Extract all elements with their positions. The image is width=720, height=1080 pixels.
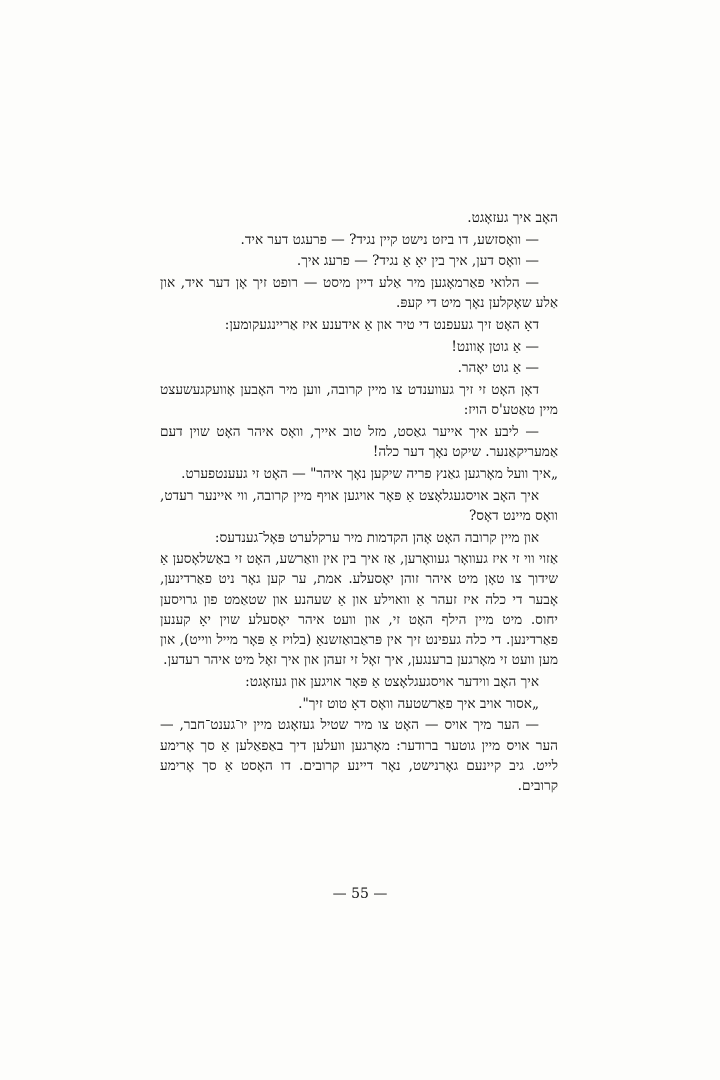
paragraph: איך האָב אויסגעגלאָצט אַ פּאָר אויגען אויף מיין קרובה, ווי איינער רעדט, וואָס מיינט דאָס? bbox=[160, 487, 558, 524]
body-text bbox=[160, 208, 558, 798]
paragraph: — וואָס דען, איך בין יאָ אַ נגיד? — פרעג איך. bbox=[296, 253, 539, 270]
paragraph: האָב איך געזאָגט. bbox=[467, 210, 558, 226]
paragraph: און מיין קרובה האָט אָהן הקדמות מיר ערקלערט פּאָל־גענדעס: bbox=[214, 529, 539, 546]
paragraph: — וואָסזשע, דו ביזט נישט קיין נגיד? — פרעגט דער איד. bbox=[240, 231, 539, 248]
paragraph: — ליבע איך אייער גאַסט, מזל טוב אייך, וואָס איהר האָט שוין דעם אַמעריקאַנער. שיקט נאָך דער כלה! bbox=[160, 424, 558, 461]
paragraph: — אַ גוט יאָהר. bbox=[457, 360, 539, 377]
paragraph: דאָן האָט זי זיך געווענדט צו מיין קרובה, ווען מיר האָבען אָוועקגעשעצט מיין טאַטע'ס הויז: bbox=[160, 382, 558, 419]
paragraph: — הלואי פאַרמאָגען מיר אַלע דיין מיסט — רופט זיך אָן דער איד, און אַלע שאָקלען נאָך מיט די קעפּ. bbox=[160, 275, 558, 312]
paragraph: דאָ האָט זיך געעפנט די טיר און אַ אידענע איז אַריינגעקומען: bbox=[224, 317, 539, 334]
page-number: — 55 — bbox=[332, 886, 388, 902]
paragraph: אַזוי ווי זי איז געוואָר געוואָרען, אַז איך בין אין וואַרשע, האָט זי באַשלאָסען אַ שידוך צו טאָן מיט איהר זוהן יאָסעלע. אמת, ער קען גאָר ניט פאַרדינען, אָבער די כלה איז זעהר אַ וואוילע און אַ שעהנע און שטאַמט פון גרויסען יחוס. מיט מיין הילף האָט זי, און וועט איהר יאָסעלע שוין יאָ קענען פאַרדינען. די כלה געפינט זיך אין פּראַבואַזשנאַ (בלויז אַ פּאָר מייל ווייט), און מען וועט זי מאָרגען ברענגען, איך זאָל זי זעהן און איך זאָל מיט איהר רעדען. bbox=[160, 551, 558, 669]
paragraph: „אסור אויב איך פאַרשטעה וואָס דאָ טוט זיך". bbox=[298, 695, 539, 712]
paragraph: — הער מיך אויס — האָט צו מיר שטיל געזאָגט מיין יו־גענט־חבר, — הער אויס מיין גוטער ברודער: מאָרגען וועלען דיך באַפאַלען אַ סך אָרימע לייט. גיב קיינעם גאָרנישט, נאָר דיינע קרובים. דו האָסט אַ סך אָרימע קרובים. bbox=[160, 717, 558, 794]
paragraph: „איך וועל מאָרגען גאַנץ פריה שיקען נאָך איהר" — האָט זי געענטפערט. bbox=[181, 465, 558, 482]
paragraph: — אַ גוטן אָוונט! bbox=[451, 338, 539, 355]
paragraph: איך האָב ווידער אויסגעגלאָצט אַ פּאָר אויגען און געזאָגט: bbox=[245, 673, 539, 690]
